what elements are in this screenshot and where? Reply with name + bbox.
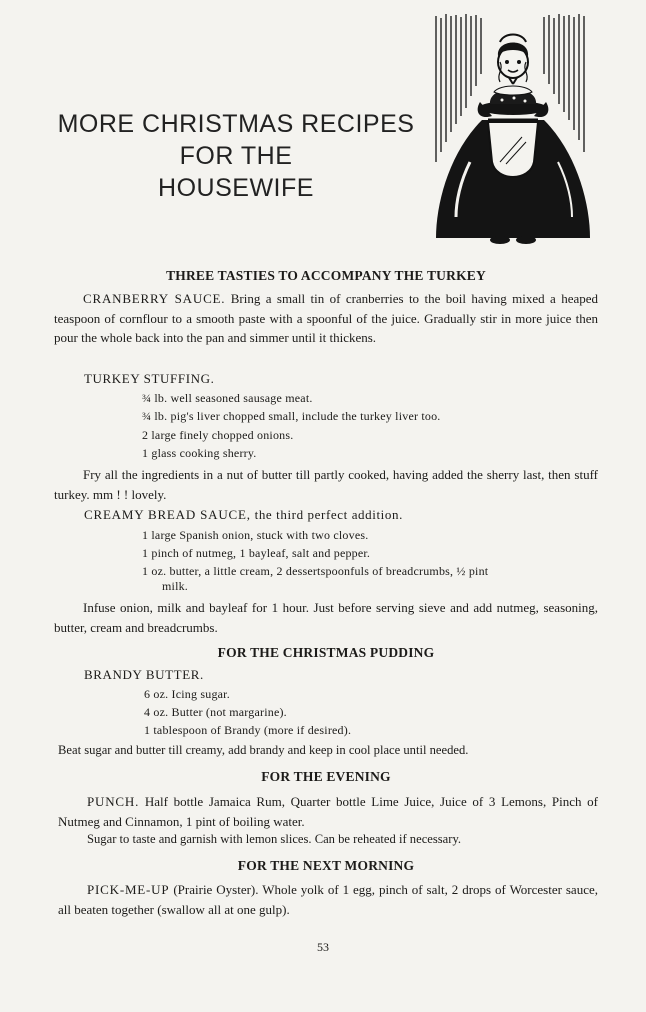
bread-method: Infuse onion, milk and bayleaf for 1 hour. Just before serving sieve and add nutmeg, seasoning, butter, cream and breadcrumbs. [54,600,598,635]
bread-item-3-continued: milk. [162,579,189,593]
brandy-item-2: 4 oz. Butter (not margarine). [144,705,287,719]
bread-item-1: 1 large Spanish onion, stuck with two cloves. [142,528,369,542]
turkey-stuffing-title: TURKEY STUFFING. [84,371,215,386]
title-line-2: FOR THE [179,142,293,170]
title-line-1: MORE CHRISTMAS RECIPES [57,110,415,138]
cranberry-sauce-title: CRANBERRY SAUCE. [83,291,226,306]
stuffing-item-4: 1 glass cooking sherry. [142,446,257,460]
bread-sauce-intro: the third perfect addition. [254,507,403,522]
pick-me-up-paragraph [58,880,598,919]
title-line-3: HOUSEWIFE [158,174,314,202]
page-number: 53 [317,940,329,954]
brandy-butter-title: BRANDY BUTTER. [84,667,204,682]
stuffing-method: Fry all the ingredients in a nut of butter till partly cooked, having added the sherry last, then stuff turkey. mm ! ! lovely. [54,467,598,502]
brandy-item-1: 6 oz. Icing sugar. [144,687,230,701]
brandy-method: Beat sugar and butter till creamy, add brandy and keep in cool place until needed. [58,743,469,757]
section-heading-morning: FOR THE NEXT MORNING [237,858,415,873]
stuffing-item-2: ¾ lb. pig's liver chopped small, include the turkey liver too. [142,409,441,423]
punch-title: PUNCH. [87,794,140,809]
section-heading-pudding: FOR THE CHRISTMAS PUDDING [217,645,435,660]
pick-me-up-text: (Prairie Oyster). Whole yolk of 1 egg, pinch of salt, 2 drops of Worcester sauce, all beaten together (swallow all at one gulp). [58,882,598,917]
punch-text: Half bottle Jamaica Rum, Quarter bottle Lime Juice, Juice of 3 Lemons, Pinch of Nutmeg and Cinnamon, 1 pint of boiling water. [58,794,599,829]
bread-sauce-title: CREAMY BREAD SAUCE, [84,507,251,522]
brandy-item-3: 1 tablespoon of Brandy (more if desired). [144,723,352,737]
cranberry-sauce-text: Bring a small tin of cranberries to the boil having mixed a heaped teaspoon of cornflour to a smooth paste with a spoonful of the juice. Gradually stir in more juice then pour the whole back into the pan and simmer until it thickens. [54,291,598,345]
bread-item-3: 1 oz. butter, a little cream, 2 dessertspoonfuls of breadcrumbs, ½ pint [142,564,489,578]
cranberry-sauce-paragraph [54,289,598,348]
woman-carrying-christmas-pudding-icon [430,12,596,252]
pick-me-up-title: PICK-ME-UP [87,882,170,897]
section-heading-turkey: THREE TASTIES TO ACCOMPANY THE TURKEY [166,268,486,283]
bread-item-2: 1 pinch of nutmeg, 1 bayleaf, salt and pepper. [142,546,371,560]
punch-text-2: Sugar to taste and garnish with lemon slices. Can be reheated if necessary. [87,832,462,846]
page-title [40,108,432,204]
punch-paragraph [58,792,598,831]
stuffing-item-1: ¾ lb. well seasoned sausage meat. [142,391,313,405]
stuffing-item-3: 2 large finely chopped onions. [142,428,294,442]
section-heading-evening: FOR THE EVENING [261,769,391,784]
bread-sauce-line [84,507,403,523]
